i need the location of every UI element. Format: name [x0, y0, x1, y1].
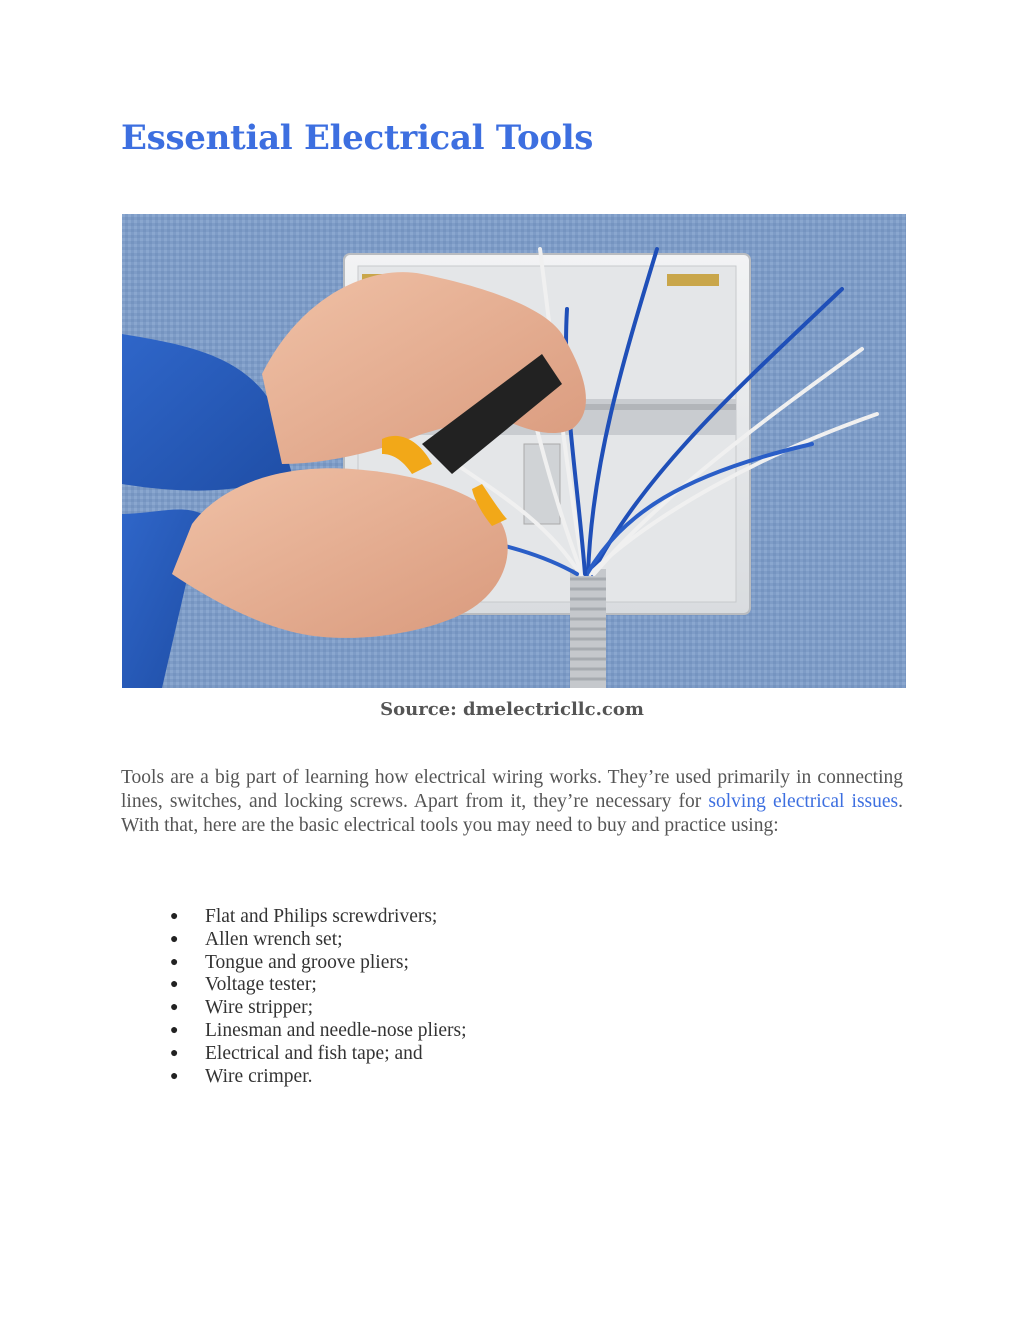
- list-item-text: Flat and Philips screwdrivers;: [205, 906, 438, 927]
- bullet-icon: ●: [170, 1000, 179, 1016]
- list-item-text: Electrical and fish tape; and: [205, 1042, 423, 1064]
- bullet-icon: ●: [170, 977, 179, 993]
- solving-electrical-issues-link[interactable]: solving electrical issues: [708, 791, 899, 812]
- list-item: [170, 1020, 467, 1043]
- list-item: [170, 1066, 467, 1089]
- list-item-text: Voltage tester;: [205, 974, 317, 996]
- list-item: [170, 906, 467, 929]
- bullet-icon: ●: [170, 1068, 179, 1084]
- conduit: [570, 569, 606, 688]
- bullet-icon: ●: [170, 1022, 179, 1038]
- list-item: [170, 1043, 467, 1066]
- list-item-text: Wire stripper;: [205, 997, 314, 1019]
- paragraph-text-part1: Tools are a big part of learning how electrical wiring works. They’re used primarily in connecting lines, switches, and locking screws. Apart from it, they’re necessary for: [121, 767, 903, 812]
- list-item: [170, 952, 467, 975]
- bullet-icon: ●: [170, 909, 179, 924]
- list-item-text: Allen wrench set;: [205, 928, 343, 950]
- list-item: [170, 929, 467, 952]
- image-caption: Source: dmelectricllc.com: [380, 699, 644, 720]
- tools-list: [170, 906, 467, 1088]
- intro-paragraph: [121, 766, 903, 838]
- list-item-text: Linesman and needle-nose pliers;: [205, 1019, 467, 1041]
- electrician-photo: [122, 214, 906, 688]
- page-title: Essential Electrical Tools: [121, 118, 594, 158]
- bullet-icon: ●: [170, 1045, 179, 1061]
- list-item: [170, 997, 467, 1020]
- list-item: [170, 974, 467, 997]
- list-item-text: Tongue and groove pliers;: [205, 951, 409, 973]
- bullet-icon: ●: [170, 931, 179, 947]
- paragraph-text-part2: . With that, here are the basic electrical tools you may need to buy and practice using:: [121, 791, 904, 836]
- bullet-icon: ●: [170, 954, 179, 970]
- list-item-text: Wire crimper.: [205, 1065, 313, 1087]
